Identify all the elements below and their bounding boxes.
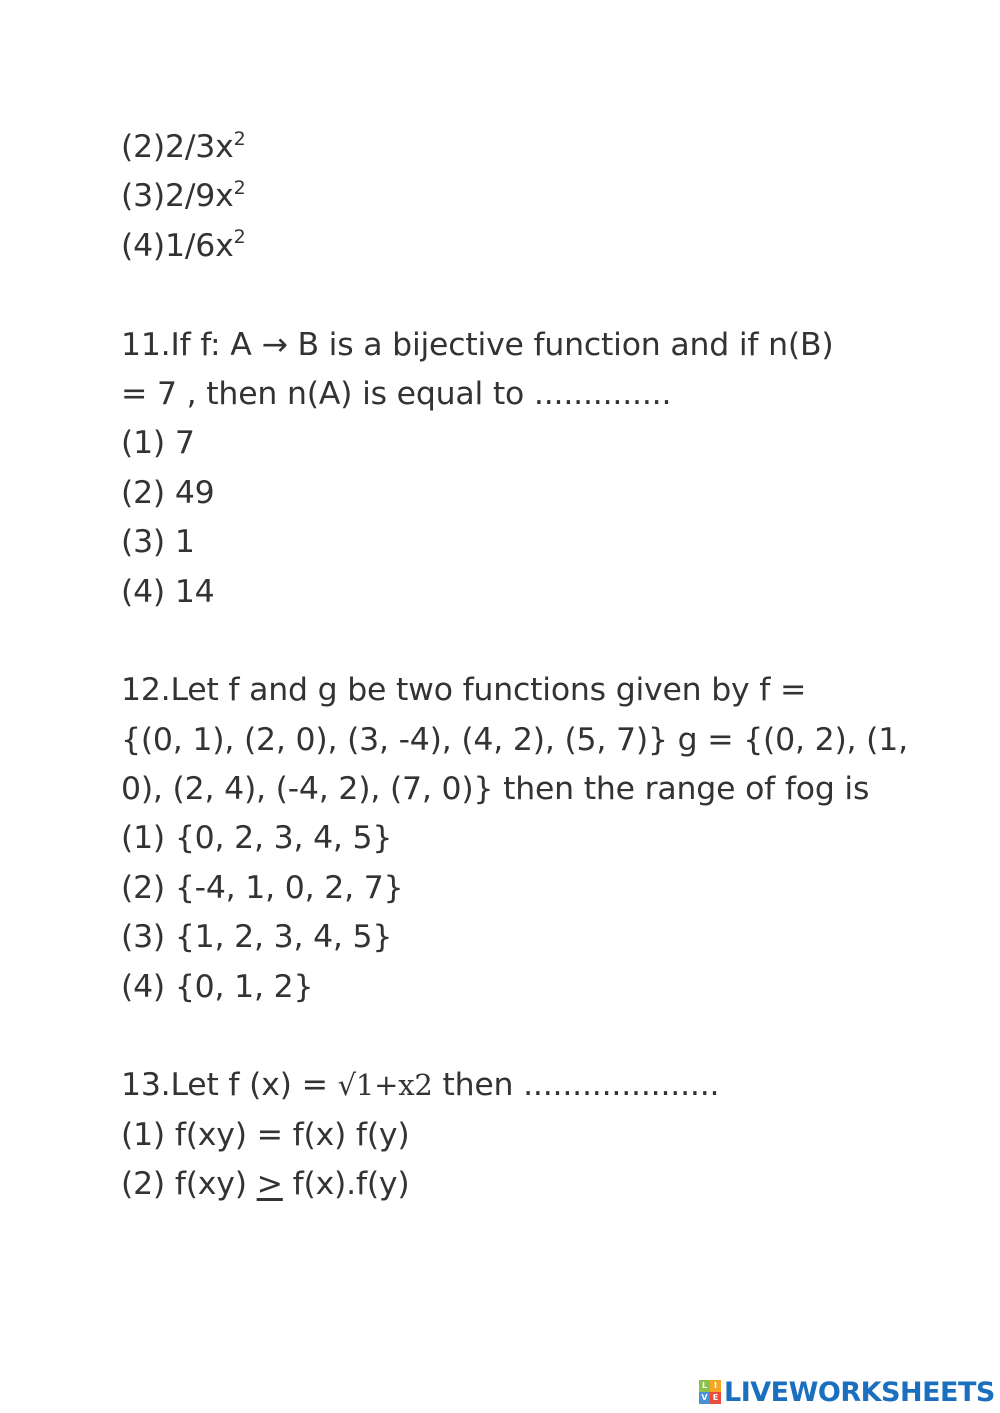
q11-option-2: (2) 49 — [121, 474, 215, 511]
question-content — [121, 123, 908, 1210]
q11-option-3: (3) 1 — [121, 524, 195, 561]
q12-text-line3: 0), (2, 4), (-4, 2), (7, 0)} then the range of fog is — [121, 771, 870, 808]
q13-text-line1: 13.Let f (x) = √1+x2 then .................... — [121, 1067, 720, 1104]
q10-option-2: $(2)2/3x^2$ — [121, 127, 246, 165]
q10-option-3: $(3)2/9x^2$ — [121, 176, 246, 215]
q12-text-line2: {(0, 1), (2, 0), (3, -4), (4, 2), (5, 7)} g = {(0, 2), (1, — [121, 721, 908, 758]
q11-text-line2: = 7 , then n(A) is equal to .............. — [121, 375, 672, 412]
brand-name: LIVEWORKSHEETS — [724, 1376, 995, 1408]
greater-equal-symbol: > — [256, 1166, 283, 1203]
q13-option-1: (1) f(xy) = f(x) f(y) — [121, 1116, 410, 1153]
q13-option-2: (2) f(xy) > f(x).f(y) — [121, 1166, 410, 1203]
q11-text-line1: 11.If f: A → B is a bijective function and if n(B) — [121, 326, 834, 363]
q12-option-1: (1) {0, 2, 3, 4, 5} — [121, 820, 393, 857]
q12-option-2: (2) {-4, 1, 0, 2, 7} — [121, 869, 404, 906]
liveworksheets-icon: L I V E — [699, 1380, 721, 1404]
liveworksheets-logo — [699, 1372, 995, 1412]
q10-option-4: $(4)1/6x^2$ — [121, 226, 246, 264]
q11-option-1: (1) 7 — [121, 425, 195, 462]
q12-option-3: (3) {1, 2, 3, 4, 5} — [121, 919, 393, 956]
q12-text-line1: 12.Let f and g be two functions given by f = — [121, 672, 807, 709]
q11-option-4: (4) 14 — [121, 573, 215, 610]
q13-expression: √1+x2 — [337, 1068, 433, 1103]
q12-option-4: (4) {0, 1, 2} — [121, 968, 314, 1005]
